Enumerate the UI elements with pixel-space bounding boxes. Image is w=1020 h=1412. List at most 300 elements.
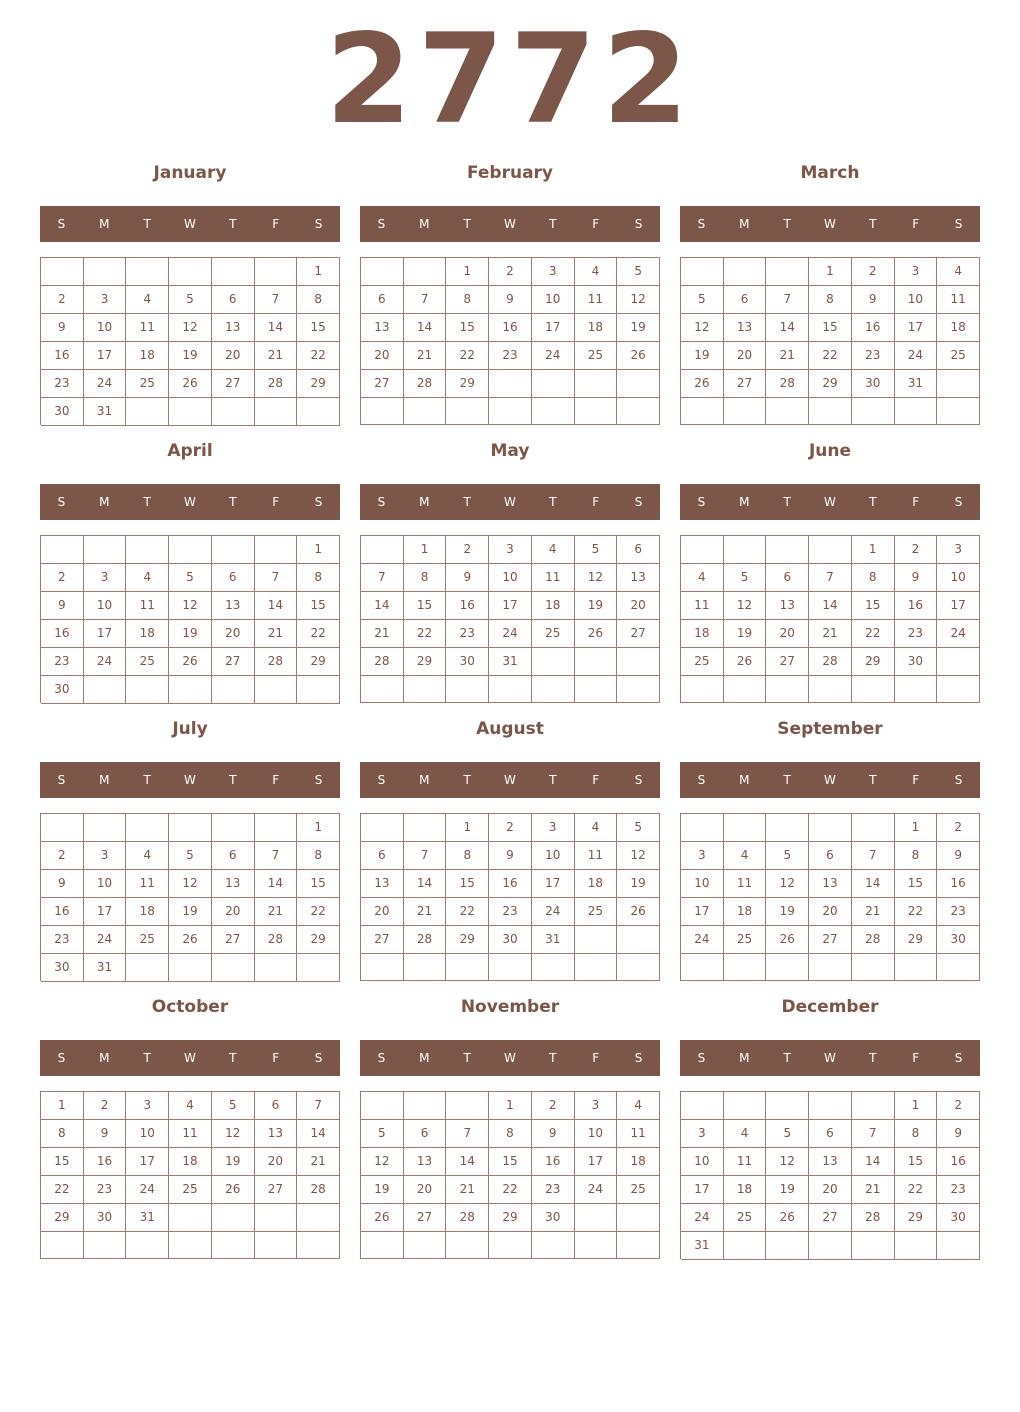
empty-day-cell: [575, 398, 618, 425]
day-cell: 20: [361, 898, 404, 926]
weekday-header: F: [272, 1051, 280, 1065]
day-cell: 28: [766, 370, 809, 398]
empty-day-cell: [532, 676, 575, 703]
day-cell: 2: [84, 1092, 127, 1120]
day-cell: 23: [937, 1176, 980, 1204]
weekday-header-bar: [40, 206, 340, 242]
empty-day-cell: [575, 954, 618, 981]
empty-day-cell: [681, 954, 724, 981]
day-cell: 16: [895, 592, 938, 620]
day-cell: 25: [169, 1176, 212, 1204]
day-cell: 6: [809, 842, 852, 870]
day-cell: 23: [937, 898, 980, 926]
day-cell: 16: [41, 342, 84, 370]
day-cell: 9: [489, 842, 532, 870]
day-cell: 15: [446, 314, 489, 342]
day-cell: 15: [41, 1148, 84, 1176]
empty-day-cell: [852, 1232, 895, 1260]
empty-day-cell: [84, 814, 127, 842]
day-cell: 1: [297, 258, 340, 286]
day-cell: 30: [41, 398, 84, 426]
day-cell: 8: [297, 842, 340, 870]
weekday-header: T: [143, 773, 151, 787]
day-cell: 6: [766, 564, 809, 592]
day-cell: 4: [575, 814, 618, 842]
day-cell: 2: [937, 1092, 980, 1120]
day-cell: 15: [895, 1148, 938, 1176]
weekday-header: S: [377, 1051, 386, 1065]
day-cell: 11: [575, 842, 618, 870]
day-grid: [40, 1091, 340, 1259]
day-grid: [360, 535, 660, 703]
weekday-header: S: [697, 773, 706, 787]
day-cell: 21: [766, 342, 809, 370]
day-cell: 29: [809, 370, 852, 398]
empty-day-cell: [766, 676, 809, 703]
empty-day-cell: [169, 954, 212, 982]
day-cell: 18: [126, 898, 169, 926]
day-cell: 29: [489, 1204, 532, 1232]
day-cell: 9: [532, 1120, 575, 1148]
weekday-header: F: [592, 1051, 600, 1065]
day-cell: 26: [212, 1176, 255, 1204]
empty-day-cell: [126, 398, 169, 426]
day-cell: 17: [84, 898, 127, 926]
day-cell: 13: [361, 314, 404, 342]
day-grid: [360, 813, 660, 981]
empty-day-cell: [361, 258, 404, 286]
day-cell: 22: [404, 620, 447, 648]
day-cell: 14: [404, 314, 447, 342]
month-name: December: [781, 997, 879, 1017]
day-cell: 15: [809, 314, 852, 342]
weekday-header: T: [783, 773, 791, 787]
day-cell: 27: [212, 926, 255, 954]
empty-day-cell: [297, 1232, 340, 1259]
day-cell: 22: [895, 1176, 938, 1204]
day-cell: 16: [937, 870, 980, 898]
day-cell: 9: [41, 592, 84, 620]
empty-day-cell: [361, 676, 404, 703]
day-cell: 3: [126, 1092, 169, 1120]
day-cell: 6: [212, 286, 255, 314]
weekday-header: F: [592, 495, 600, 509]
day-cell: 26: [681, 370, 724, 398]
weekday-header: S: [697, 495, 706, 509]
day-cell: 12: [169, 592, 212, 620]
day-cell: 11: [169, 1120, 212, 1148]
weekday-header: S: [57, 773, 66, 787]
day-cell: 1: [404, 536, 447, 564]
day-cell: 14: [255, 314, 298, 342]
day-cell: 29: [404, 648, 447, 676]
day-cell: 18: [126, 620, 169, 648]
day-cell: 7: [852, 1120, 895, 1148]
empty-day-cell: [446, 954, 489, 981]
day-cell: 7: [361, 564, 404, 592]
day-cell: 31: [84, 398, 127, 426]
weekday-header: S: [954, 495, 963, 509]
day-cell: 7: [255, 564, 298, 592]
empty-day-cell: [575, 648, 618, 676]
day-cell: 5: [169, 564, 212, 592]
day-cell: 3: [681, 842, 724, 870]
empty-day-cell: [212, 1204, 255, 1232]
day-cell: 7: [255, 286, 298, 314]
day-cell: 17: [895, 314, 938, 342]
empty-day-cell: [446, 1092, 489, 1120]
empty-day-cell: [766, 398, 809, 425]
empty-day-cell: [255, 1204, 298, 1232]
day-cell: 20: [809, 1176, 852, 1204]
day-cell: 4: [126, 564, 169, 592]
empty-day-cell: [255, 258, 298, 286]
weekday-header: S: [314, 773, 323, 787]
day-cell: 8: [446, 286, 489, 314]
empty-day-cell: [681, 814, 724, 842]
empty-day-cell: [532, 398, 575, 425]
weekday-header: M: [99, 217, 110, 231]
day-cell: 16: [446, 592, 489, 620]
weekday-header: W: [824, 495, 836, 509]
day-cell: 18: [724, 898, 767, 926]
weekday-header: T: [783, 495, 791, 509]
day-cell: 19: [681, 342, 724, 370]
day-cell: 10: [575, 1120, 618, 1148]
day-grid: [360, 257, 660, 425]
empty-day-cell: [489, 398, 532, 425]
empty-day-cell: [724, 1092, 767, 1120]
empty-day-cell: [361, 398, 404, 425]
empty-day-cell: [212, 258, 255, 286]
empty-day-cell: [809, 1092, 852, 1120]
empty-day-cell: [766, 1092, 809, 1120]
empty-day-cell: [404, 1092, 447, 1120]
day-cell: 26: [169, 926, 212, 954]
empty-day-cell: [126, 814, 169, 842]
weekday-header: S: [634, 773, 643, 787]
day-cell: 6: [361, 842, 404, 870]
empty-day-cell: [126, 258, 169, 286]
month-name: October: [151, 997, 229, 1017]
day-cell: 31: [84, 954, 127, 982]
weekday-header: W: [504, 495, 516, 509]
empty-day-cell: [169, 814, 212, 842]
day-cell: 29: [895, 1204, 938, 1232]
day-cell: 1: [297, 814, 340, 842]
day-cell: 21: [404, 342, 447, 370]
day-cell: 2: [852, 258, 895, 286]
day-cell: 28: [255, 926, 298, 954]
day-cell: 17: [84, 342, 127, 370]
empty-day-cell: [126, 676, 169, 704]
empty-day-cell: [169, 258, 212, 286]
day-cell: 11: [126, 592, 169, 620]
day-cell: 23: [41, 370, 84, 398]
weekday-header: S: [314, 495, 323, 509]
day-cell: 10: [681, 870, 724, 898]
day-cell: 15: [404, 592, 447, 620]
day-cell: 2: [41, 286, 84, 314]
day-cell: 3: [937, 536, 980, 564]
empty-day-cell: [809, 814, 852, 842]
day-cell: 19: [169, 620, 212, 648]
day-cell: 5: [766, 1120, 809, 1148]
day-cell: 15: [895, 870, 938, 898]
day-cell: 15: [297, 314, 340, 342]
day-cell: 9: [852, 286, 895, 314]
weekday-header: M: [99, 773, 110, 787]
day-cell: 7: [404, 842, 447, 870]
day-cell: 13: [212, 592, 255, 620]
day-cell: 8: [852, 564, 895, 592]
day-cell: 10: [895, 286, 938, 314]
day-cell: 29: [446, 370, 489, 398]
day-cell: 21: [297, 1148, 340, 1176]
empty-day-cell: [809, 954, 852, 981]
day-cell: 26: [724, 648, 767, 676]
empty-day-cell: [212, 954, 255, 982]
day-cell: 1: [446, 258, 489, 286]
day-cell: 17: [126, 1148, 169, 1176]
weekday-header: W: [184, 495, 196, 509]
day-grid: [680, 257, 980, 425]
weekday-header: F: [272, 773, 280, 787]
day-cell: 28: [255, 370, 298, 398]
day-cell: 23: [852, 342, 895, 370]
day-cell: 27: [809, 926, 852, 954]
weekday-header: M: [99, 1051, 110, 1065]
day-cell: 1: [895, 814, 938, 842]
day-cell: 31: [532, 926, 575, 954]
day-cell: 4: [575, 258, 618, 286]
empty-day-cell: [681, 398, 724, 425]
empty-day-cell: [766, 536, 809, 564]
empty-day-cell: [809, 1232, 852, 1260]
day-cell: 25: [575, 342, 618, 370]
weekday-header: T: [549, 495, 557, 509]
day-cell: 22: [895, 898, 938, 926]
day-cell: 19: [212, 1148, 255, 1176]
day-cell: 15: [297, 870, 340, 898]
weekday-header: M: [419, 495, 430, 509]
day-cell: 7: [297, 1092, 340, 1120]
day-cell: 16: [489, 314, 532, 342]
empty-day-cell: [255, 398, 298, 426]
day-cell: 17: [575, 1148, 618, 1176]
weekday-header-bar: [360, 484, 660, 520]
day-cell: 28: [404, 370, 447, 398]
weekday-header: W: [824, 217, 836, 231]
empty-day-cell: [681, 258, 724, 286]
day-cell: 3: [575, 1092, 618, 1120]
day-cell: 16: [489, 870, 532, 898]
day-cell: 11: [937, 286, 980, 314]
empty-day-cell: [255, 536, 298, 564]
weekday-header: F: [592, 773, 600, 787]
empty-day-cell: [41, 1232, 84, 1259]
day-cell: 2: [895, 536, 938, 564]
day-cell: 18: [169, 1148, 212, 1176]
day-cell: 19: [169, 342, 212, 370]
weekday-header: M: [99, 495, 110, 509]
empty-day-cell: [404, 1232, 447, 1259]
day-cell: 30: [852, 370, 895, 398]
day-cell: 25: [532, 620, 575, 648]
empty-day-cell: [297, 1204, 340, 1232]
day-cell: 19: [766, 1176, 809, 1204]
empty-day-cell: [212, 536, 255, 564]
day-cell: 4: [169, 1092, 212, 1120]
day-cell: 12: [766, 1148, 809, 1176]
day-cell: 9: [937, 842, 980, 870]
weekday-header-bar: [360, 206, 660, 242]
day-cell: 9: [41, 870, 84, 898]
day-cell: 14: [852, 1148, 895, 1176]
empty-day-cell: [404, 814, 447, 842]
empty-day-cell: [169, 1204, 212, 1232]
empty-day-cell: [575, 676, 618, 703]
empty-day-cell: [809, 398, 852, 425]
empty-day-cell: [575, 926, 618, 954]
day-cell: 20: [361, 342, 404, 370]
empty-day-cell: [404, 398, 447, 425]
day-cell: 20: [617, 592, 660, 620]
day-cell: 29: [297, 648, 340, 676]
day-cell: 26: [617, 342, 660, 370]
day-cell: 21: [809, 620, 852, 648]
month-name: July: [172, 719, 208, 739]
empty-day-cell: [169, 536, 212, 564]
weekday-header: S: [954, 1051, 963, 1065]
day-cell: 28: [809, 648, 852, 676]
day-cell: 6: [724, 286, 767, 314]
weekday-header: T: [229, 773, 237, 787]
empty-day-cell: [937, 676, 980, 703]
day-cell: 1: [895, 1092, 938, 1120]
day-cell: 30: [84, 1204, 127, 1232]
day-cell: 13: [255, 1120, 298, 1148]
day-grid: [40, 257, 340, 425]
weekday-header: W: [504, 773, 516, 787]
weekday-header: W: [504, 1051, 516, 1065]
day-cell: 20: [809, 898, 852, 926]
weekday-header: M: [419, 773, 430, 787]
month-name: April: [167, 441, 213, 461]
weekday-header: T: [143, 1051, 151, 1065]
empty-day-cell: [937, 370, 980, 398]
day-cell: 31: [126, 1204, 169, 1232]
day-cell: 13: [809, 1148, 852, 1176]
empty-day-cell: [724, 1232, 767, 1260]
day-cell: 11: [126, 870, 169, 898]
empty-day-cell: [766, 258, 809, 286]
day-cell: 27: [212, 648, 255, 676]
empty-day-cell: [617, 1232, 660, 1259]
empty-day-cell: [724, 258, 767, 286]
day-cell: 21: [404, 898, 447, 926]
weekday-header: S: [954, 773, 963, 787]
day-cell: 17: [681, 898, 724, 926]
weekday-header: T: [869, 217, 877, 231]
day-cell: 3: [84, 286, 127, 314]
weekday-header: T: [549, 1051, 557, 1065]
day-cell: 26: [169, 370, 212, 398]
day-cell: 22: [489, 1176, 532, 1204]
day-cell: 14: [446, 1148, 489, 1176]
day-cell: 25: [575, 898, 618, 926]
day-cell: 27: [212, 370, 255, 398]
day-cell: 20: [724, 342, 767, 370]
day-cell: 6: [255, 1092, 298, 1120]
weekday-header: T: [463, 1051, 471, 1065]
day-cell: 27: [404, 1204, 447, 1232]
weekday-header: T: [229, 1051, 237, 1065]
empty-day-cell: [404, 954, 447, 981]
day-cell: 18: [617, 1148, 660, 1176]
empty-day-cell: [446, 676, 489, 703]
empty-day-cell: [212, 814, 255, 842]
empty-day-cell: [617, 648, 660, 676]
empty-day-cell: [126, 1232, 169, 1259]
day-cell: 12: [617, 286, 660, 314]
month-name: September: [777, 719, 883, 739]
weekday-header: F: [272, 495, 280, 509]
day-cell: 12: [212, 1120, 255, 1148]
day-cell: 10: [937, 564, 980, 592]
day-cell: 27: [361, 370, 404, 398]
day-cell: 27: [724, 370, 767, 398]
day-cell: 23: [895, 620, 938, 648]
empty-day-cell: [361, 536, 404, 564]
day-grid: [40, 813, 340, 981]
empty-day-cell: [937, 954, 980, 981]
weekday-header: W: [184, 773, 196, 787]
weekday-header: S: [377, 217, 386, 231]
empty-day-cell: [126, 536, 169, 564]
day-cell: 8: [41, 1120, 84, 1148]
day-cell: 9: [41, 314, 84, 342]
weekday-header: M: [419, 1051, 430, 1065]
month-name: November: [460, 997, 560, 1017]
empty-day-cell: [212, 676, 255, 704]
day-cell: 13: [809, 870, 852, 898]
day-cell: 18: [575, 314, 618, 342]
day-cell: 7: [404, 286, 447, 314]
day-cell: 31: [895, 370, 938, 398]
weekday-header: W: [184, 1051, 196, 1065]
empty-day-cell: [255, 676, 298, 704]
day-cell: 5: [575, 536, 618, 564]
day-cell: 18: [937, 314, 980, 342]
day-cell: 8: [404, 564, 447, 592]
day-cell: 23: [41, 926, 84, 954]
day-cell: 11: [681, 592, 724, 620]
day-cell: 26: [766, 926, 809, 954]
empty-day-cell: [617, 954, 660, 981]
day-cell: 6: [212, 564, 255, 592]
day-cell: 24: [84, 370, 127, 398]
day-cell: 9: [895, 564, 938, 592]
day-cell: 12: [361, 1148, 404, 1176]
day-cell: 14: [255, 592, 298, 620]
day-cell: 4: [937, 258, 980, 286]
day-cell: 3: [532, 258, 575, 286]
weekday-header: T: [549, 217, 557, 231]
weekday-header: M: [739, 1051, 750, 1065]
day-cell: 18: [532, 592, 575, 620]
day-cell: 22: [446, 898, 489, 926]
